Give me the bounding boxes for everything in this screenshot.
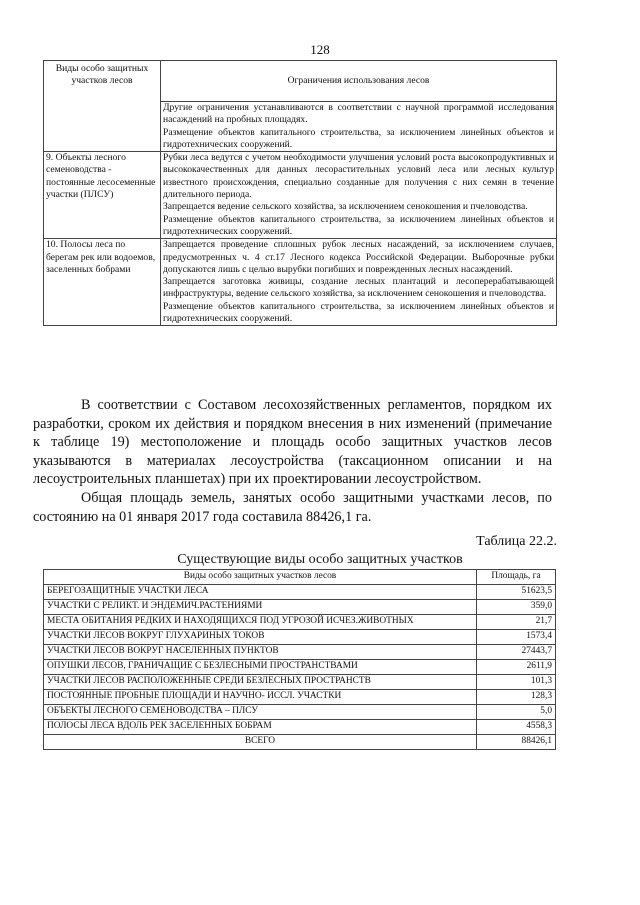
area-value-cell: 4558,3: [477, 720, 556, 735]
restriction-paragraph: Размещение объектов капитального строительства, за исключением линейных объектов и гидротехнических сооружений.: [163, 126, 554, 150]
area-value-cell: 27443,7: [477, 645, 556, 660]
table-row: [44, 600, 556, 615]
table-row: [44, 630, 556, 645]
areas-header-area: Площадь, га: [477, 570, 556, 585]
restriction-type-cell: 9. Объекты лесного семеноводства - постоянные лесосеменные участки (ПЛСУ): [44, 152, 161, 239]
area-value-cell: 1573,4: [477, 630, 556, 645]
table-row: [44, 705, 556, 720]
restriction-paragraph: Другие ограничения устанавливаются в соответствии с научной программой исследования насаждений на пробных площадях.: [163, 102, 554, 126]
area-type-cell: ОПУШКИ ЛЕСОВ, ГРАНИЧАЩИЕ С БЕЗЛЕСНЫМИ ПРОСТРАНСТВАМИ: [44, 660, 477, 675]
restrictions-header-types: Виды особо защитных участков лесов: [44, 61, 161, 152]
area-value-cell: 128,3: [477, 690, 556, 705]
restriction-paragraph: Запрещается ведение сельского хозяйства, за исключением сенокошения и пчеловодства.: [163, 201, 528, 213]
area-type-cell: УЧАСТКИ ЛЕСОВ ВОКРУГ НАСЕЛЕННЫХ ПУНКТОВ: [44, 645, 477, 660]
restrictions-continued-cell: [161, 102, 557, 152]
area-value-cell: 51623,5: [477, 585, 556, 600]
restrictions-row-plsu: [44, 152, 557, 239]
restrictions-table-header-row: [44, 61, 557, 102]
restrictions-table: [43, 60, 557, 326]
area-type-cell: УЧАСТКИ ЛЕСОВ ВОКРУГ ГЛУХАРИНЫХ ТОКОВ: [44, 630, 477, 645]
area-value-cell: 2611,9: [477, 660, 556, 675]
restriction-text-cell: [161, 239, 557, 326]
table-total-row: [44, 735, 556, 750]
area-value-cell: 101,3: [477, 675, 556, 690]
table-label: Таблица 22.2.: [476, 534, 557, 549]
area-type-cell: УЧАСТКИ С РЕЛИКТ. И ЭНДЕМИЧ.РАСТЕНИЯМИ: [44, 600, 477, 615]
area-type-cell: ПОЛОСЫ ЛЕСА ВДОЛЬ РЕК ЗАСЕЛЕННЫХ БОБРАМ: [44, 720, 477, 735]
area-value-cell: 359,0: [477, 600, 556, 615]
restriction-paragraph: Размещение объектов капитального строительства, за исключением линейных объектов и гидротехнических сооружений.: [163, 213, 554, 237]
area-type-cell: УЧАСТКИ ЛЕСОВ РАСПОЛОЖЕННЫЕ СРЕДИ БЕЗЛЕСНЫХ ПРОСТРАНСТВ: [44, 675, 477, 690]
restriction-text-cell: [161, 152, 557, 239]
area-type-cell: МЕСТА ОБИТАНИЯ РЕДКИХ И НАХОДЯЩИХСЯ ПОД УГРОЗОЙ ИСЧЕЗ.ЖИВОТНЫХ: [44, 615, 477, 630]
total-label-cell: ВСЕГО: [44, 735, 477, 750]
area-type-cell: ПОСТОЯННЫЕ ПРОБНЫЕ ПЛОЩАДИ И НАУЧНО- ИССЛ. УЧАСТКИ: [44, 690, 477, 705]
area-value-cell: 21,7: [477, 615, 556, 630]
table-title: Существующие виды особо защитных участков: [177, 552, 463, 567]
table-row: [44, 645, 556, 660]
table-row: [44, 585, 556, 600]
table-row: [44, 615, 556, 630]
table-row: [44, 720, 556, 735]
body-paragraph: Общая площадь земель, занятых особо защитными участками лесов, по состоянию на 01 января 2017 года составила 88426,1 га.: [33, 489, 552, 525]
areas-table: [43, 569, 556, 750]
restriction-paragraph: Рубки леса ведутся с учетом необходимости улучшения условий роста высокопродуктивных и высококачественных для данных лесорастительных условий леса или лесных культур известного происхождения, специально созданные для получения с них семян в течение длительного периода.: [163, 152, 554, 201]
restrictions-row-beaver: [44, 239, 557, 326]
page-number: 128: [310, 42, 330, 57]
restriction-paragraph: Размещение объектов капитального строительства, за исключением линейных объектов и гидротехнических сооружений.: [163, 300, 554, 325]
area-type-cell: БЕРЕГОЗАЩИТНЫЕ УЧАСТКИ ЛЕСА: [44, 585, 477, 600]
table-row: [44, 660, 556, 675]
restrictions-header-limits: Ограничения использования лесов: [161, 61, 557, 102]
areas-table-header-row: [44, 570, 556, 585]
total-value-cell: 88426,1: [477, 735, 556, 750]
restriction-paragraph: Запрещается заготовка живицы, создание лесных плантаций и лесоперерабатывающей инфраструктуры, ведение сельского хозяйства, за исключением сенокошения и пчеловодства.: [163, 276, 554, 300]
areas-header-name: Виды особо защитных участков лесов: [44, 570, 477, 585]
restriction-paragraph: Запрещается проведение сплошных рубок лесных насаждений, за исключением случаев, предусмотренных ч. 4 ст.17 Лесного кодекса Российской Федерации. Выборочные рубки допускаются лишь с целью вырубки погибших и поврежденных лесных насаждений.: [163, 239, 554, 275]
restriction-type-cell: 10. Полосы леса по берегам рек или водоемов, заселенных бобрами: [44, 239, 161, 326]
table-row: [44, 675, 556, 690]
body-text: [33, 396, 552, 526]
table-row: [44, 690, 556, 705]
body-paragraph: В соответствии с Составом лесохозяйственных регламентов, порядком их разработки, сроком их действия и порядком внесения в них изменений (примечание к таблице 19) местоположение и площадь особо защитных участков лесов указываются в материалах лесоустройства (таксационном описании и на лесоустроительных планшетах) при их проектировании лесоустройством.: [33, 397, 552, 488]
area-type-cell: ОБЪЕКТЫ ЛЕСНОГО СЕМЕНОВОДСТВА – ПЛСУ: [44, 705, 477, 720]
area-value-cell: 5,0: [477, 705, 556, 720]
